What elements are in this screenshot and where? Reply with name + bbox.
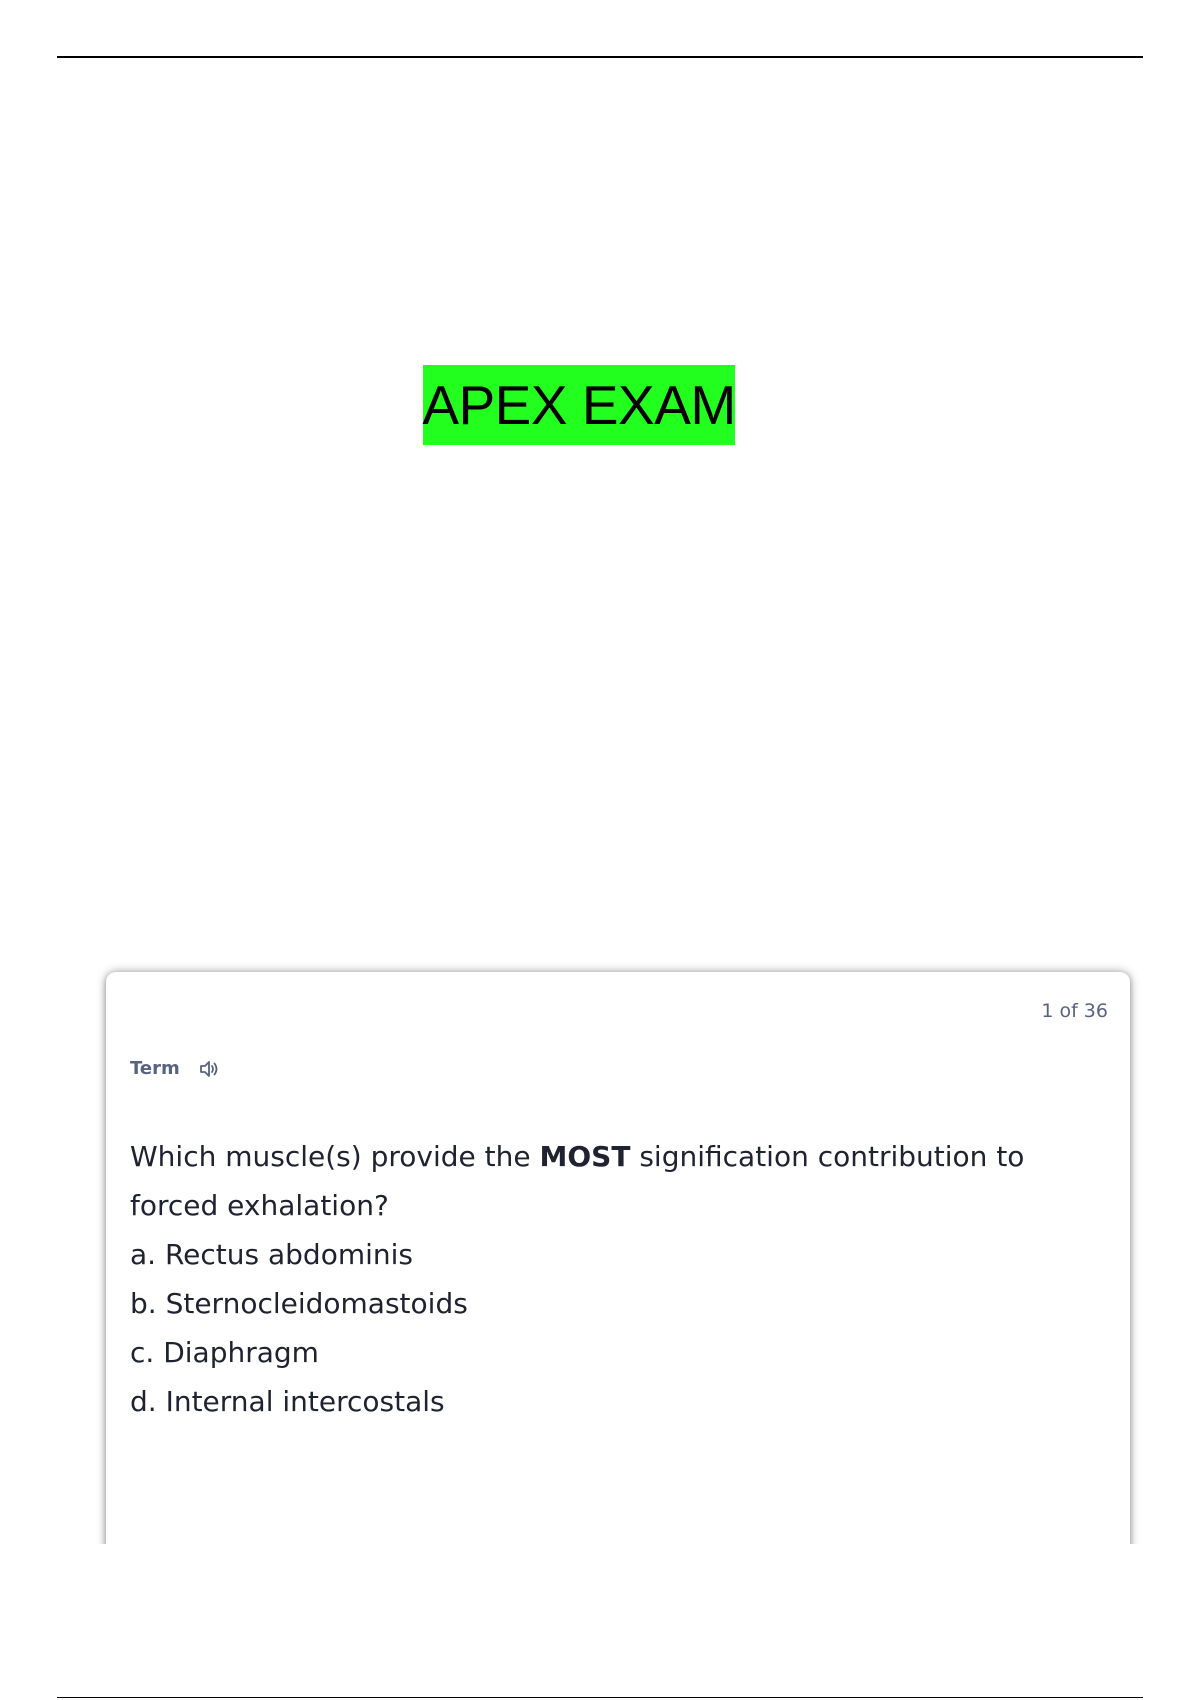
option-c: c. Diaphragm	[130, 1336, 319, 1369]
question-before: Which muscle(s) provide the	[130, 1140, 540, 1173]
flashcard	[106, 972, 1130, 1572]
term-header	[130, 1058, 220, 1079]
speaker-icon[interactable]	[198, 1059, 220, 1079]
question-after: signification contribution to forced exhalation?	[130, 1140, 1025, 1222]
document-title: APEX EXAM	[422, 373, 736, 436]
bottom-rule	[57, 1697, 1143, 1698]
question-emphasis: MOST	[539, 1140, 631, 1173]
question-text	[130, 1132, 1110, 1426]
option-a: a. Rectus abdominis	[130, 1238, 413, 1271]
title-highlight	[423, 365, 735, 445]
top-rule	[57, 56, 1143, 58]
term-label: Term	[130, 1058, 180, 1079]
card-counter: 1 of 36	[1041, 1000, 1108, 1022]
question-stem	[130, 1132, 1110, 1230]
option-b: b. Sternocleidomastoids	[130, 1287, 468, 1320]
option-d: d. Internal intercostals	[130, 1385, 445, 1418]
page-cut-mask	[80, 1544, 1140, 1700]
